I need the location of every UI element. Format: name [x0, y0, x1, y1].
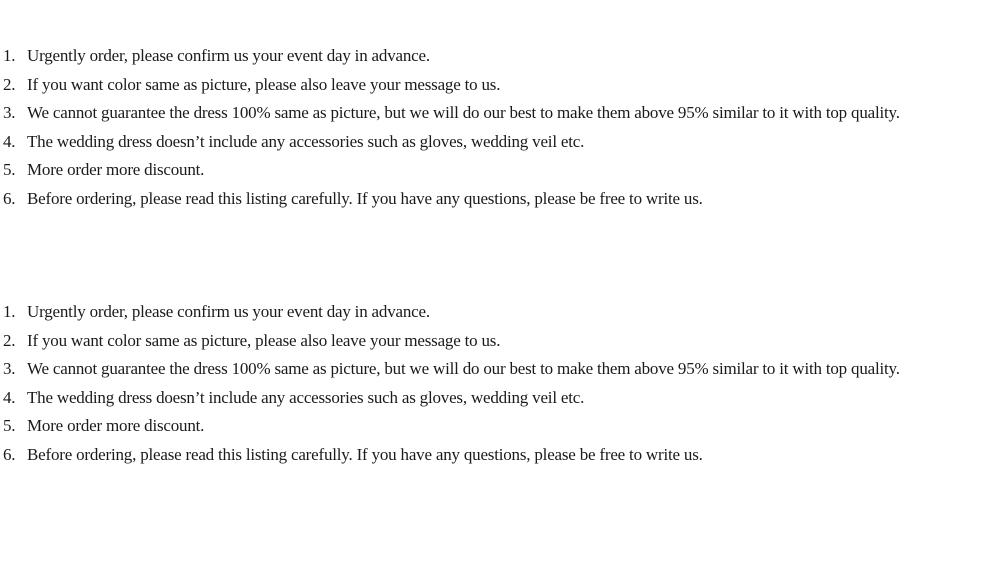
item-number: 6.	[3, 444, 16, 464]
item-text: The wedding dress doesn’t include any accessories such as gloves, wedding veil etc.	[27, 131, 585, 151]
notice-item-5	[0, 156, 1000, 185]
item-number: 4.	[3, 387, 16, 407]
item-number: 1.	[3, 46, 16, 65]
item-text: If you want color same as picture, please also leave your message to us.	[27, 330, 501, 350]
item-text: Urgently order, please confirm us your event day in advance.	[27, 302, 430, 321]
item-number: 3.	[3, 359, 16, 378]
item-number: 5.	[3, 160, 16, 179]
item-text: More order more discount.	[27, 160, 205, 179]
notice-item-5	[0, 412, 1000, 441]
notice-list-2	[0, 298, 1000, 469]
notice-item-6	[0, 185, 1000, 214]
item-number: 4.	[3, 131, 16, 151]
item-number: 6.	[3, 188, 16, 208]
item-number: 2.	[3, 74, 16, 94]
notice-item-3	[0, 355, 1000, 384]
item-number: 3.	[3, 103, 16, 122]
notice-item-4	[0, 128, 1000, 157]
item-text: We cannot guarantee the dress 100% same as picture, but we will do our best to make them above 95% similar to it with top quality.	[27, 359, 900, 378]
item-text: Before ordering, please read this listing carefully. If you have any questions, please be free to write us.	[27, 444, 703, 464]
item-text: Before ordering, please read this listing carefully. If you have any questions, please be free to write us.	[27, 188, 703, 208]
item-number: 2.	[3, 330, 16, 350]
notice-item-2	[0, 327, 1000, 356]
notice-item-1	[0, 298, 1000, 327]
notice-item-3	[0, 99, 1000, 128]
item-text: The wedding dress doesn’t include any accessories such as gloves, wedding veil etc.	[27, 387, 585, 407]
notice-item-6	[0, 441, 1000, 470]
item-text: If you want color same as picture, please also leave your message to us.	[27, 74, 501, 94]
item-text: Urgently order, please confirm us your event day in advance.	[27, 46, 430, 65]
notice-list-1	[0, 42, 1000, 213]
item-text: We cannot guarantee the dress 100% same as picture, but we will do our best to make them above 95% similar to it with top quality.	[27, 103, 900, 122]
item-text: More order more discount.	[27, 416, 205, 435]
notice-item-1	[0, 42, 1000, 71]
notice-item-2	[0, 71, 1000, 100]
notice-item-4	[0, 384, 1000, 413]
item-number: 1.	[3, 302, 16, 321]
item-number: 5.	[3, 416, 16, 435]
